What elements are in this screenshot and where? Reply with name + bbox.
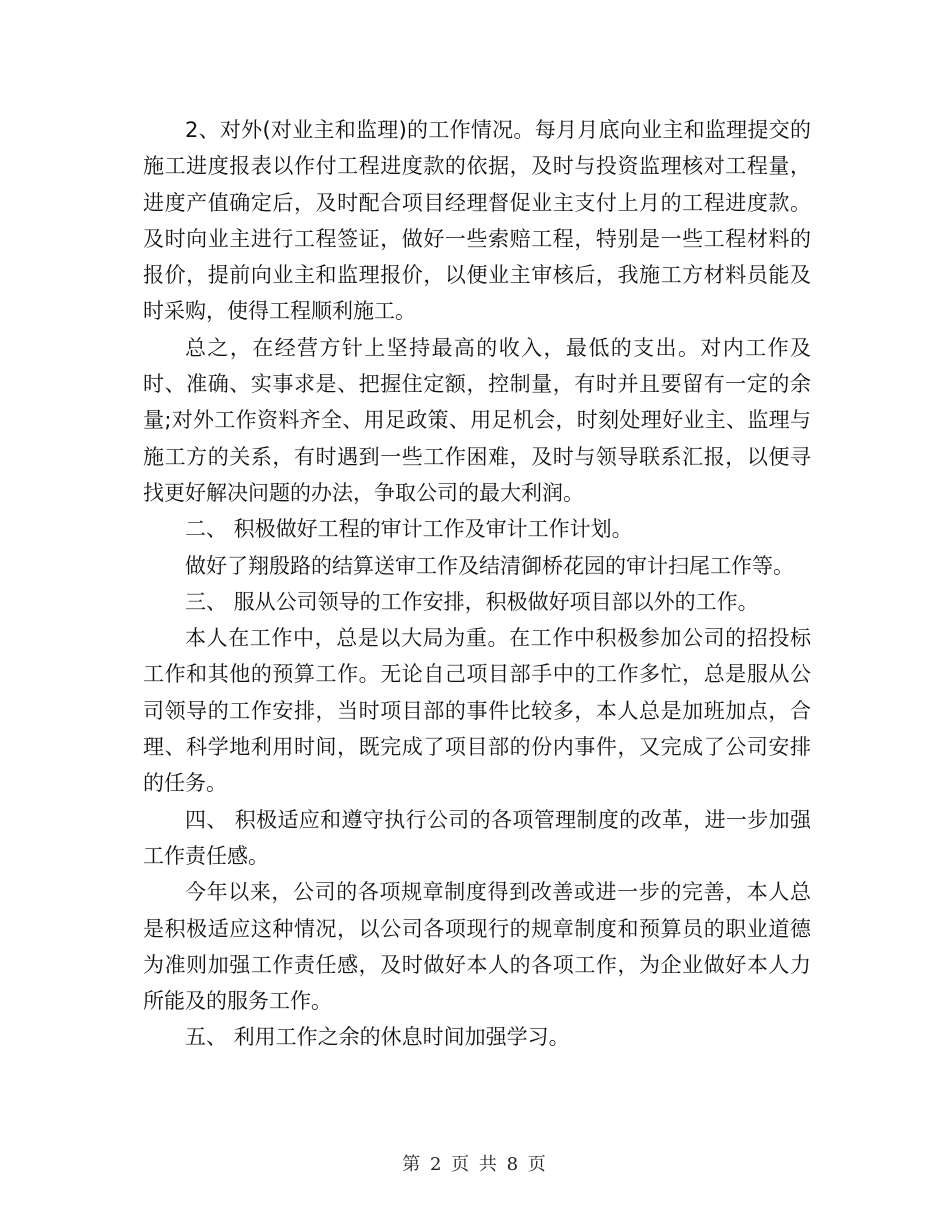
section-heading-obey-leadership: 三、 服从公司领导的工作安排，积极做好项目部以外的工作。 bbox=[185, 589, 759, 614]
paragraph-external-work: 2、对外(对业主和监理)的工作情况。每月月底向业主和监理提交的施工进度报表以作付工程进度款的依据，及时与投资监理核对工程量，进度产值确定后，及时配合项目经理督促业主支付上月的工程进度款。及时向业主进行工程签证，做好一些索赔工程，特别是一些工程材料的报价，提前向业主和监理报价，以便业主审核后，我施工方材料员能及时采购，使得工程顺利施工。 bbox=[143, 118, 811, 324]
page-footer: 第 2 页 共 8 页 bbox=[402, 1154, 548, 1175]
section-heading-study: 五、 利用工作之余的休息时间加强学习。 bbox=[185, 1025, 570, 1050]
section-heading-audit: 二、 积极做好工程的审计工作及审计工作计划。 bbox=[185, 517, 633, 542]
section-heading-management-reform: 四、 积极适应和遵守执行公司的各项管理制度的改革，进一步加强工作责任感。 bbox=[143, 807, 811, 868]
paragraph-management-reform: 今年以来，公司的各项规章制度得到改善或进一步的完善，本人总是积极适应这种情况，以公司各项现行的规章制度和预算员的职业道德为准则加强工作责任感，及时做好本人的各项工作，为企业做好本人力所能及的服务工作。 bbox=[143, 880, 811, 1014]
document-body bbox=[143, 112, 811, 1056]
paragraph-summary: 总之，在经营方针上坚持最高的收入，最低的支出。对内工作及时、准确、实事求是、把握住定额，控制量，有时并且要留有一定的余量;对外工作资料齐全、用足政策、用足机会，时刻处理好业主、监理与施工方的关系，有时遇到一些工作困难，及时与领导联系汇报，以便寻找更好解决问题的办法，争取公司的最大利润。 bbox=[143, 335, 811, 505]
paragraph-audit: 做好了翔殷路的结算送审工作及结清御桥花园的审计扫尾工作等。 bbox=[185, 553, 794, 578]
paragraph-obey-leadership: 本人在工作中，总是以大局为重。在工作中积极参加公司的招投标工作和其他的预算工作。无论自己项目部手中的工作多忙，总是服从公司领导的工作安排，当时项目部的事件比较多，本人总是加班加点，合理、科学地利用时间，既完成了项目部的份内事件，又完成了公司安排的任务。 bbox=[143, 626, 811, 796]
